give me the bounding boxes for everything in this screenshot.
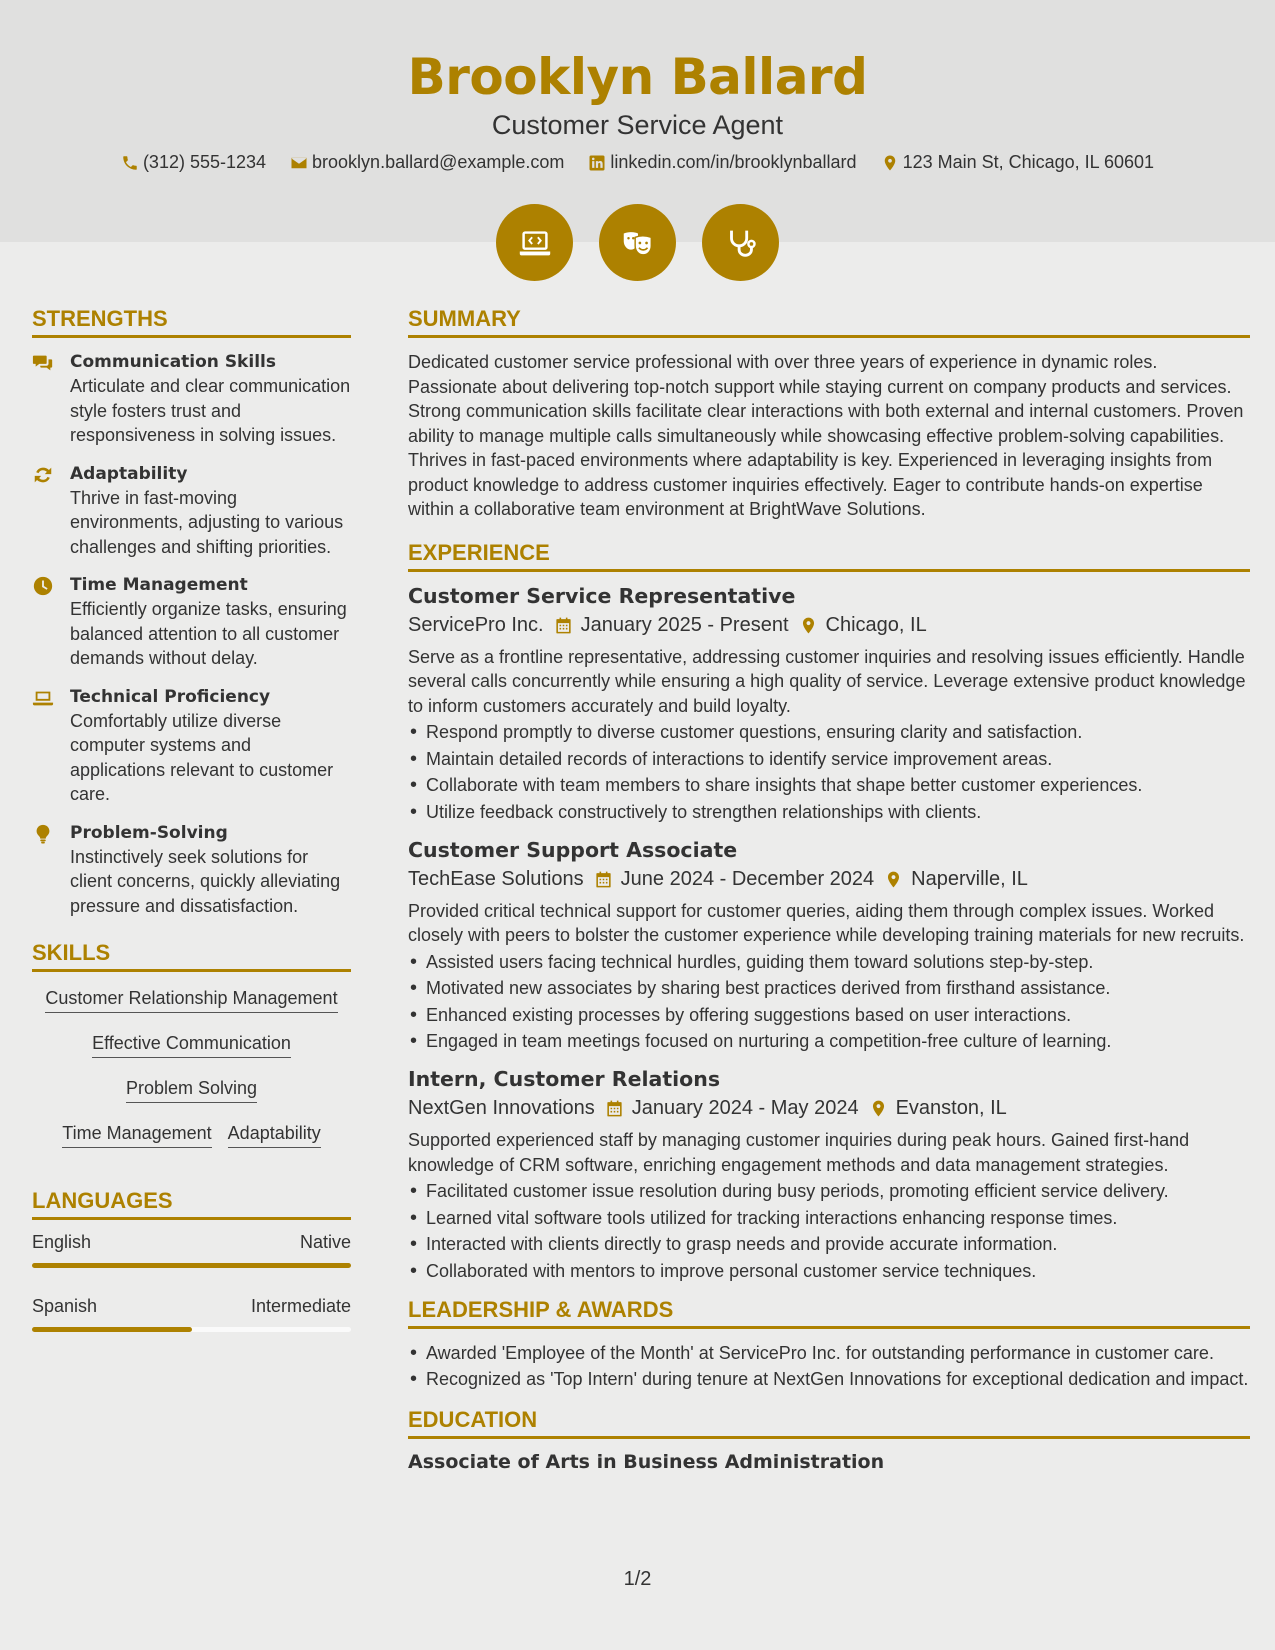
contact-address [881,152,1155,173]
strength-item [32,350,351,448]
list-item: • Collaborated with mentors to improve personal customer service techniques. [408,1259,1250,1283]
job-dates: January 2025 - Present [580,613,789,636]
list-item: • Respond promptly to diverse customer questions, ensuring clarity and satisfaction. [408,720,1250,744]
skill-tag: Customer Relationship Management [45,988,337,1013]
strength-desc: Articulate and clear communication style fosters trust and responsiveness in solving issues. [70,376,351,445]
education-title: EDUCATION [408,1407,1250,1439]
stethoscope-badge [702,204,779,281]
language-level: Native [299,1232,351,1252]
job-meta [408,614,1250,637]
job-desc: Provided critical technical support for customer queries, aiding them through complex issues. Worked closely with peers to bolster the customer experience while developing training materials for new recruits. [408,900,1245,945]
language-item [32,1296,351,1332]
theater-masks-icon [619,224,657,262]
skill-tag: Adaptability [228,1123,321,1148]
right-column [408,306,1250,1473]
theater-masks-badge [599,204,676,281]
contact-email-text: brooklyn.ballard@example.com [312,152,565,172]
experience-title: EXPERIENCE [408,540,1250,572]
summary-title: SUMMARY [408,306,1250,338]
language-item [32,1232,351,1268]
list-item: • Facilitated customer issue resolution during busy periods, promoting efficient service delivery. [408,1179,1250,1203]
list-item: • Recognized as 'Top Intern' during tenure at NextGen Innovations for exceptional dedication and impact. [408,1367,1250,1391]
languages-title: LANGUAGES [32,1188,351,1220]
language-name: English [32,1232,92,1252]
strength-item [32,685,351,807]
map-marker-icon [799,616,818,635]
map-marker-icon [869,1099,888,1118]
calendar-icon [554,616,573,635]
skill-tag: Problem Solving [126,1078,257,1103]
linkedin-icon [588,154,606,172]
list-item: • Assisted users facing technical hurdles, guiding them toward solutions step-by-step. [408,950,1250,974]
skills-list [32,984,351,1188]
skills-title: SKILLS [32,940,351,972]
sync-icon [32,464,54,486]
envelope-icon [290,154,308,172]
strength-desc: Instinctively seek solutions for client concerns, quickly alleviating pressure and dissatisfaction. [70,846,341,916]
awards-title: LEADERSHIP & AWARDS [408,1297,1250,1329]
comments-icon [32,352,54,374]
left-column [32,306,351,1360]
skill-tag: Effective Communication [92,1033,291,1058]
job-company: NextGen Innovations [408,1097,595,1119]
job-bullets [408,720,1250,824]
list-item: • Engaged in team meetings focused on nurturing a competition-free culture of learning. [408,1029,1250,1053]
list-item: • Motivated new associates by sharing best practices derived from firsthand assistance. [408,976,1250,1000]
contact-email[interactable] [290,152,564,173]
badge-row [0,204,1275,281]
job-location: Evanston, IL [895,1097,1007,1119]
strength-item [32,462,351,560]
job-bullets [408,950,1250,1054]
job-bullets [408,1179,1250,1283]
strength-desc: Comfortably utilize diverse computer systems and applications relevant to customer care. [70,710,334,804]
job-entry [408,838,1250,1054]
calendar-icon [594,870,613,889]
contact-linkedin-text: linkedin.com/in/brooklynballard [610,152,857,172]
strength-name: Problem-Solving [70,822,228,843]
job-desc: Serve as a frontline representative, addressing customer inquiries and resolving issues efficiently. Handle several calls concurrently while ensuring a high quality of service. Leverage extensive product knowledge to inform customers accurately and build loyalty. [408,646,1246,716]
list-item: • Utilize feedback constructively to strengthen relationships with clients. [408,800,1250,824]
map-marker-icon [884,870,903,889]
list-item: • Awarded 'Employee of the Month' at ServicePro Inc. for outstanding performance in customer care. [408,1341,1250,1365]
candidate-name: Brooklyn Ballard [407,48,868,106]
map-marker-icon [881,154,899,172]
job-meta [408,868,1250,891]
job-location: Chicago, IL [825,613,927,636]
job-dates: January 2024 - May 2024 [631,1097,859,1119]
contact-phone-text: (312) 555-1234 [142,152,267,172]
list-item: • Collaborate with team members to share insights that shape better customer experiences. [408,773,1250,797]
education-degree: Associate of Arts in Business Administration [408,1451,885,1473]
list-item: • Maintain detailed records of interactions to identify service improvement areas. [408,747,1250,771]
language-name: Spanish [32,1296,98,1316]
language-level: Intermediate [250,1296,351,1316]
lightbulb-icon [32,823,54,845]
page-number: 1/2 [623,1568,652,1590]
job-role: Intern, Customer Relations [408,1067,721,1091]
contact-phone[interactable] [121,152,266,173]
phone-icon [121,154,139,172]
strength-desc: Thrive in fast-moving environments, adjusting to various challenges and shifting priorities. [70,487,344,557]
job-meta [408,1097,1250,1120]
job-company: ServicePro Inc. [408,613,544,636]
language-bar [32,1327,351,1332]
clock-icon [32,575,54,597]
job-role: Customer Service Representative [408,583,796,608]
stethoscope-icon [722,224,760,262]
strength-item [32,821,351,919]
strength-name: Technical Proficiency [70,686,271,707]
candidate-title: Customer Service Agent [491,110,784,140]
list-item: • Learned vital software tools utilized for tracking interactions enhancing response times. [408,1206,1250,1230]
strength-name: Adaptability [70,463,188,484]
job-location: Naperville, IL [911,867,1028,890]
contact-bar [0,152,1275,173]
list-item: • Interacted with clients directly to grasp needs and provide accurate information. [408,1232,1250,1256]
job-company: TechEase Solutions [408,867,584,890]
laptop-code-icon [516,224,554,262]
calendar-icon [605,1099,624,1118]
skill-tag: Time Management [62,1123,211,1148]
strength-name: Time Management [70,575,248,595]
list-item: • Enhanced existing processes by offering suggestions based on user interactions. [408,1003,1250,1027]
job-entry [408,1067,1250,1283]
laptop-icon [32,687,54,709]
contact-address-text: 123 Main St, Chicago, IL 60601 [902,152,1155,172]
strength-desc: Efficiently organize tasks, ensuring balanced attention to all customer demands without delay. [70,599,347,668]
language-bar [32,1263,351,1268]
job-entry [408,584,1250,824]
summary-text: Dedicated customer service professional with over three years of experience in dynamic roles. Passionate about delivering top-notch support while staying current on company products and services. Strong communication skills facilitate clear interactions with both external and internal customers. Proven ability to manage multiple calls simultaneously while showcasing effective problem-solving capabilities. Thrives in fast-paced environments where adaptability is key. Experienced in leveraging insights from product knowledge to address customer inquiries effectively. Eager to contribute hands-on expertise within a collaborative team environment at BrightWave Solutions. [408,352,1244,519]
job-desc: Supported experienced staff by managing customer inquiries during peak hours. Gained first-hand knowledge of CRM software, enriching engagement methods and data management strategies. [408,1130,1190,1175]
strengths-title: STRENGTHS [32,306,351,338]
awards-list [408,1341,1250,1392]
language-bar-fill [32,1263,351,1268]
job-dates: June 2024 - December 2024 [620,867,875,890]
laptop-code-badge [496,204,573,281]
strength-name: Communication Skills [70,352,276,372]
job-role: Customer Support Associate [408,837,738,862]
strength-item [32,573,351,671]
contact-linkedin[interactable] [588,152,856,173]
language-bar-fill [32,1327,192,1332]
